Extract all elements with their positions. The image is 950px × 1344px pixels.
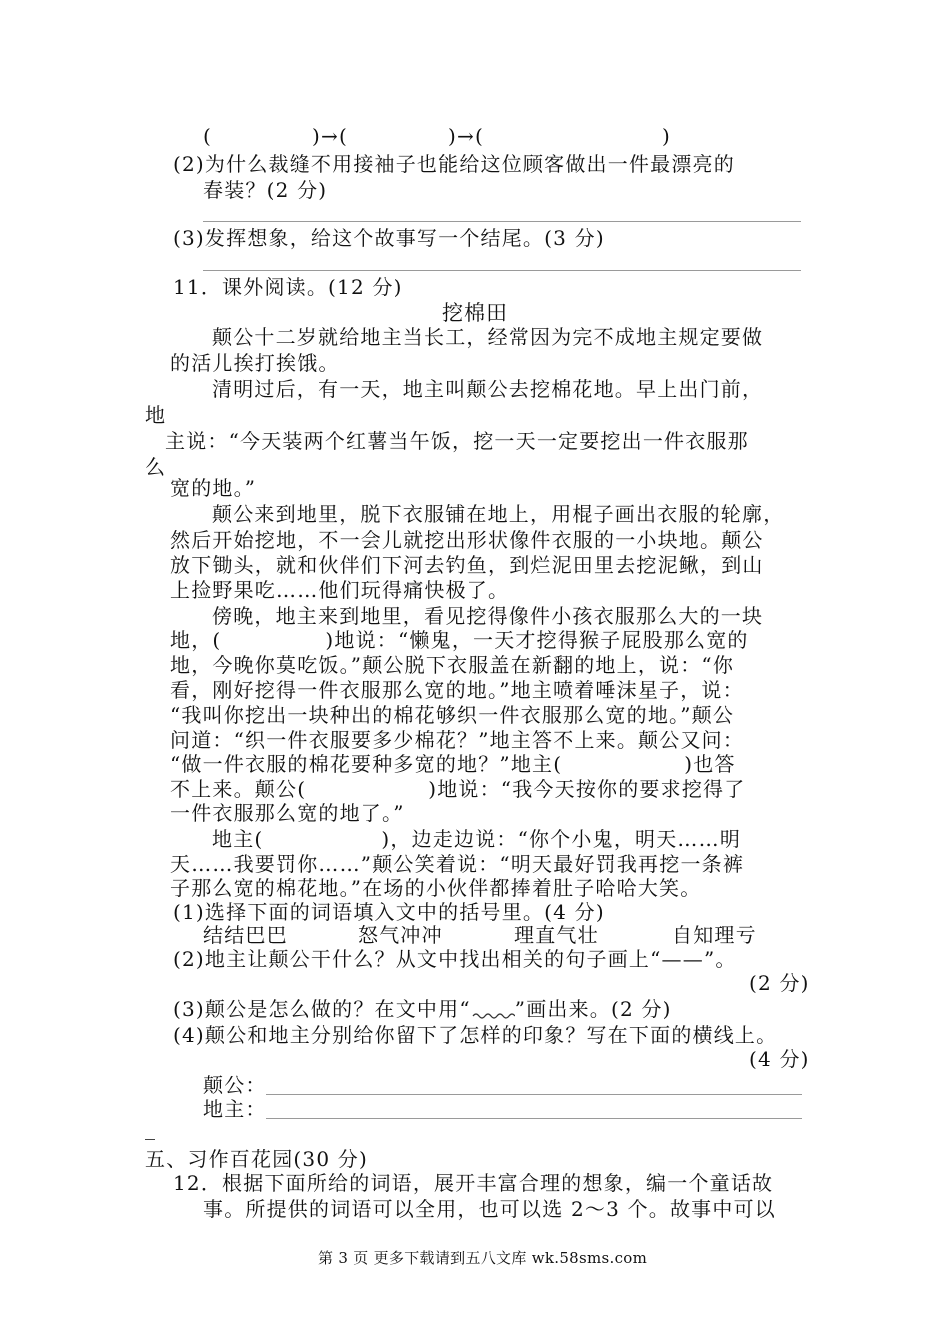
arrow-1: )→( <box>312 124 348 148</box>
question-12-line1: 12．根据下面所给的词语，展开丰富合理的想象，编一个童话故 <box>173 1171 774 1195</box>
text-segment: “做一件衣服的棉花要种多宽的地？”地主( <box>170 752 563 776</box>
para4-line4: 看，刚好挖得一件衣服那么宽的地。”地主喷着唾沫星子，说： <box>170 678 744 702</box>
word-choice-2: 怒气冲冲 <box>358 923 443 947</box>
question-12-line2: 事。所提供的词语可以全用，也可以选 2～3 个。故事中可以 <box>203 1197 776 1221</box>
para1-line2: 的活儿挨打挨饿。 <box>170 351 340 375</box>
para3-line4: 上捡野果吃……他们玩得痛快极了。 <box>170 578 510 602</box>
order-blanks <box>203 123 671 149</box>
para4-line1: 傍晚，地主来到地里，看见挖得像件小孩衣服那么大的一块 <box>212 604 764 628</box>
text-segment: 地，( <box>170 628 222 652</box>
para2-line4: 么 <box>145 455 167 479</box>
para5-line2: 天……我要罚你……”颠公笑着说：“明天最好罚我再挖一条裤 <box>170 852 745 876</box>
para1-line1: 颠公十二岁就给地主当长工，经常因为完不成地主规定要做 <box>212 325 764 349</box>
page-footer: 第 3 页 更多下载请到五八文库 wk.58sms.com <box>318 1249 648 1267</box>
text-segment: (3)颠公是怎么做的？在文中用“ <box>173 997 471 1021</box>
text-segment: 地主( <box>212 827 264 851</box>
question-2-line1: (2)为什么裁缝不用接袖子也能给这位顾客做出一件最漂亮的 <box>173 152 735 176</box>
divider-mark <box>145 1139 155 1140</box>
para2-line1: 清明过后，有一天，地主叫颠公去挖棉花地。早上出门前， <box>212 377 764 401</box>
label-diangong: 颠公： <box>203 1073 267 1097</box>
answer-line-diangong[interactable] <box>266 1094 802 1095</box>
para5-line1 <box>212 826 741 852</box>
subquestion-2-score: (2 分) <box>749 971 810 995</box>
text-segment: ”画出来。(2 分) <box>514 997 672 1021</box>
word-choice-1: 结结巴巴 <box>203 923 288 947</box>
question-3: (3)发挥想象，给这个故事写一个结尾。(3 分) <box>173 226 605 250</box>
arrow-2: )→( <box>447 124 484 148</box>
para3-line1: 颠公来到地里，脱下衣服铺在地上，用棍子画出衣服的轮廓， <box>212 502 785 526</box>
section-5-heading: 五、习作百花园(30 分) <box>145 1147 369 1171</box>
subquestion-2: (2)地主让颠公干什么？从文中找出相关的句子画上“——”。 <box>173 947 737 971</box>
para3-line2: 然后开始挖地，不一会儿就挖出形状像件衣服的一小块地。颠公 <box>170 528 764 552</box>
subquestion-4: (4)颠公和地主分别给你留下了怎样的印象？写在下面的横线上。 <box>173 1023 778 1047</box>
para2-line5: 宽的地。” <box>170 476 257 500</box>
text-segment: )，边走边说：“你个小鬼，明天……明 <box>381 827 742 851</box>
question-2-line2: 春装？(2 分) <box>203 178 328 202</box>
para4-line6: 问道：“织一件衣服要多少棉花？”地主答不上来。颠公又问： <box>170 728 745 752</box>
wavy-underline-icon <box>471 1012 515 1020</box>
para3-line3: 放下锄头，就和伙伴们下河去钓鱼，到烂泥田里去挖泥鳅，到山 <box>170 553 764 577</box>
para4-line8 <box>170 776 745 802</box>
label-dizhu: 地主： <box>203 1097 267 1121</box>
text-segment: 不上来。颠公( <box>170 777 307 801</box>
word-choice-4: 自知理亏 <box>672 923 757 947</box>
para2-line2: 地 <box>145 403 167 427</box>
subquestion-1: (1)选择下面的词语填入文中的括号里。(4 分) <box>173 900 605 924</box>
para4-line9: 一件衣服那么宽的地了。” <box>170 801 405 825</box>
text-segment: )地说：“懒鬼，一天才挖得猴子屁股那么宽的 <box>325 628 749 652</box>
question-11-heading: 11．课外阅读。(12 分) <box>173 275 403 299</box>
answer-line-q3[interactable] <box>203 270 801 271</box>
story-title: 挖棉田 <box>442 301 508 325</box>
paren-open: ( <box>203 124 213 148</box>
text-segment: )地说：“我今天按你的要求挖得了 <box>428 777 746 801</box>
para4-line3: 地，今晚你莫吃饭。”颠公脱下衣服盖在新翻的地上，说：“你 <box>170 653 735 677</box>
para4-line5: “我叫你挖出一块种出的棉花够织一件衣服那么宽的地。”颠公 <box>170 703 735 727</box>
subquestion-4-score: (4 分) <box>749 1047 810 1071</box>
para4-line2 <box>170 627 749 653</box>
answer-line-dizhu[interactable] <box>266 1118 802 1119</box>
paren-close: ) <box>661 124 671 148</box>
para5-line3: 子那么宽的棉花地。”在场的小伙伴都捧着肚子哈哈大笑。 <box>170 876 702 900</box>
subquestion-3 <box>173 996 672 1022</box>
answer-line-q2[interactable] <box>203 221 801 222</box>
word-choice-3: 理直气壮 <box>514 923 599 947</box>
para4-line7 <box>170 751 736 777</box>
text-segment: )也答 <box>684 752 736 776</box>
para2-line3: 主说：“今天装两个红薯当午饭，挖一天一定要挖出一件衣服那 <box>165 429 749 453</box>
